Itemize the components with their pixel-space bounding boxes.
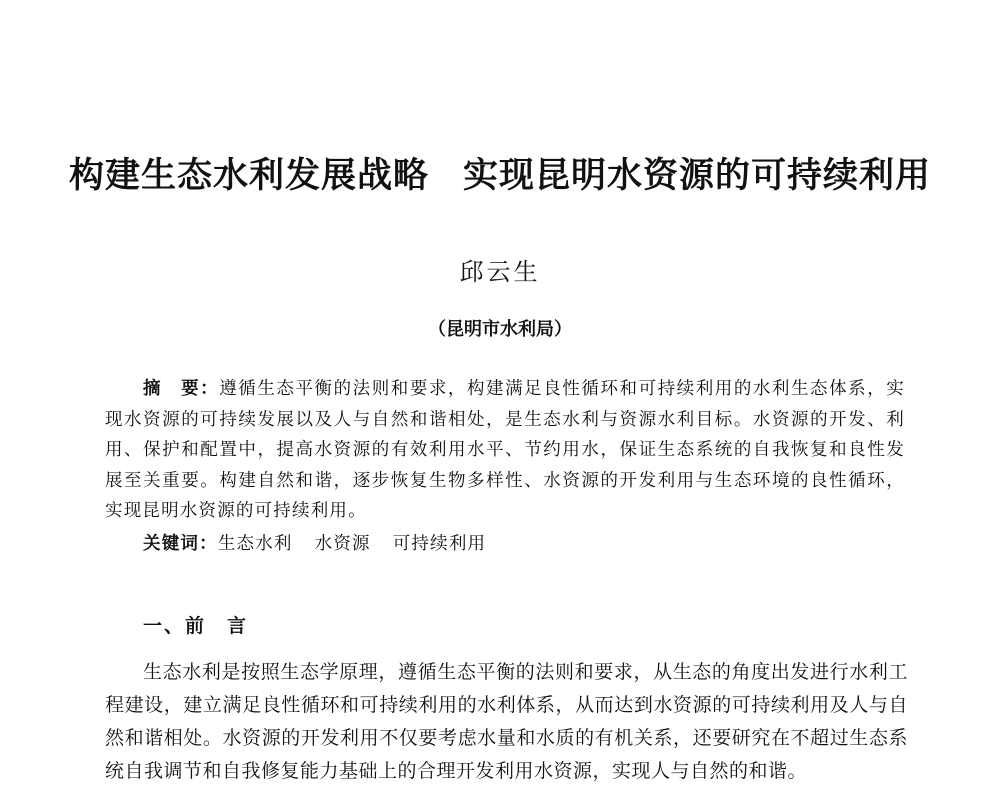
keywords [143, 530, 903, 555]
keyword-item: 水资源 [314, 534, 371, 554]
abstract-label: 摘 要： [143, 379, 220, 399]
author-name: 邱云生 [459, 258, 541, 286]
keywords-label: 关键词： [143, 534, 218, 554]
paper-title [0, 148, 1000, 198]
section-heading: 一、前 言 [143, 615, 249, 637]
keyword-item: 生态水利 [217, 534, 293, 554]
abstract [105, 374, 905, 527]
title-part-2: 实现昆明水资源的可持续利用 [463, 156, 932, 196]
abstract-text: 遵循生态平衡的法则和要求，构建满足良性循环和可持续利用的水利生态体系，实现水资源的可持续发展以及人与自然和谐相处，是生态水利与资源水利目标。水资源的开发、利用、保护和配置中，提高水资源的有效利用水平、节约用水，保证生态系统的自我恢复和良性发展至关重要。构建自然和谐，逐步恢复生物多样性、水资源的开发利用与生态环境的良性循环，实现昆明水资源的可持续利用。 [105, 379, 905, 521]
section-paragraph: 生态水利是按照生态学原理，遵循生态平衡的法则和要求，从生态的角度出发进行水利工程建设，建立满足良性循环和可持续利用的水利体系，从而达到水资源的可持续利用及人与自然和谐相处。水资源的开发利用不仅要考虑水量和水质的有机关系，还要研究在不超过生态系统自我调节和自我修复能力基础上的合理开发利用水资源，实现人与自然的和谐。 [105, 661, 908, 782]
author-affiliation: （昆明市水利局） [428, 319, 572, 340]
keyword-item: 可持续利用 [392, 534, 487, 554]
title-part-1: 构建生态水利发展战略 [68, 156, 429, 196]
